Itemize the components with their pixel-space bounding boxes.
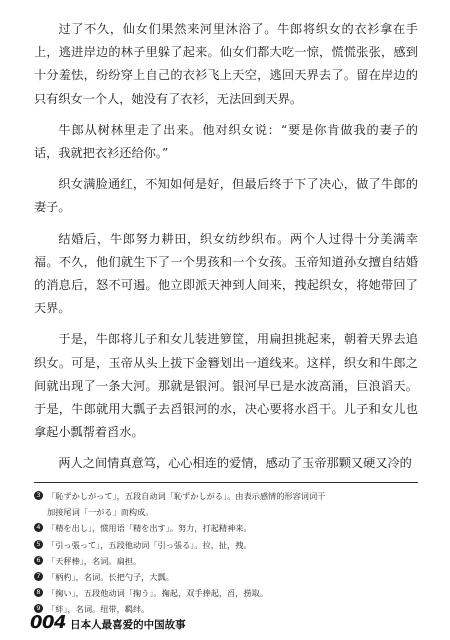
story-text [34,18,418,484]
footnote-number: 9 [34,604,43,613]
footnote-text: 「天秤棒」，名词。扁担。 [47,555,142,566]
footnote-text: 「柄杓」，名词。长把勺子，大瓢。 [47,572,174,583]
footnote [34,569,418,585]
paragraph: 于是，牛郎将儿子和女儿装进箩筐，用扁担挑起来，朝着天界去追织女。可是，玉帝从头上拔下金簪划出一道线来。这样，织女和牛郎之间就出现了一条大河。那就是银河。银河早已是水波高涌，巨浪滔天。于是，牛郎就用大瓢子去舀银河的水，决心要将水舀干。儿子和女儿也拿起小瓢帮着舀水。 [34,332,418,440]
book-title: 日本人最喜爱的中国故事 [70,619,186,631]
footnotes [34,488,418,618]
footnote-text: 「精を出し」，惯用语「精を出す」。努力，打起精神来。 [47,523,252,534]
footnote-number: 7 [34,572,43,581]
footnote [34,553,418,569]
page-footer [30,612,186,632]
paragraph: 结婚后，牛郎努力耕田，织女纺纱织布。两个人过得十分美满幸福。不久，他们就生下了一个男孩和一个女孩。玉帝知道孙女擅自结婚的消息后，怒不可遏。他立即派天神到人间来，拽起织女，将她带回了天界。 [34,231,418,316]
footnote-number: 6 [34,556,43,565]
paragraph: 织女满脸通红，不知如何是好，但最后终于下了决心，做了牛郎的妻子。 [34,177,418,215]
footnote [34,585,418,601]
footnote-number: 8 [34,588,43,597]
footnote-divider [34,482,418,483]
footnote-text: 「引っ張って」，五段他动词「引っ張る」。拉，扯，拽。 [47,539,252,550]
footnote-number: 5 [34,540,43,549]
paragraph: 过了不久，仙女们果然来河里沐浴了。牛郎将织女的衣衫拿在手上，逃进岸边的林子里躲了起来。仙女们都大吃一惊，慌慌张张，感到十分羞怯，纷纷穿上自己的衣衫飞上天空，逃回天界去了。留在岸边的只有织女一个人，她没有了衣衫，无法回到天界。 [34,22,418,106]
footnote-text: 「恥ずかしがって」，五段自动词「恥ずかしがる」。由表示感情的形容词词干 [47,491,326,501]
footnote-number: 4 [34,523,43,532]
paragraph: 两人之间情真意笃，心心相连的爱情，感动了玉帝那颗又硬又冷的 [58,456,412,471]
footnote [34,537,418,553]
footnote-continuation [34,504,418,520]
footnote-text: 「絆」，名词。纽带，羁绊。 [47,604,150,615]
paragraph: 牛郎从树林里走了出来。他对织女说：“要是你肯做我的妻子的话，我就把衣衫还给你。” [34,122,418,161]
footnote-number: 3 [34,491,43,500]
footnote-text: 加接尾词「一がる」而构成。 [47,507,154,518]
footnote [34,520,418,536]
footnote-text: 「掬い」，五段他动词「掬う」。掬起，双手捧起，舀，捞取。 [47,588,269,599]
page-number: 004 [30,612,67,633]
footnote [34,488,418,504]
